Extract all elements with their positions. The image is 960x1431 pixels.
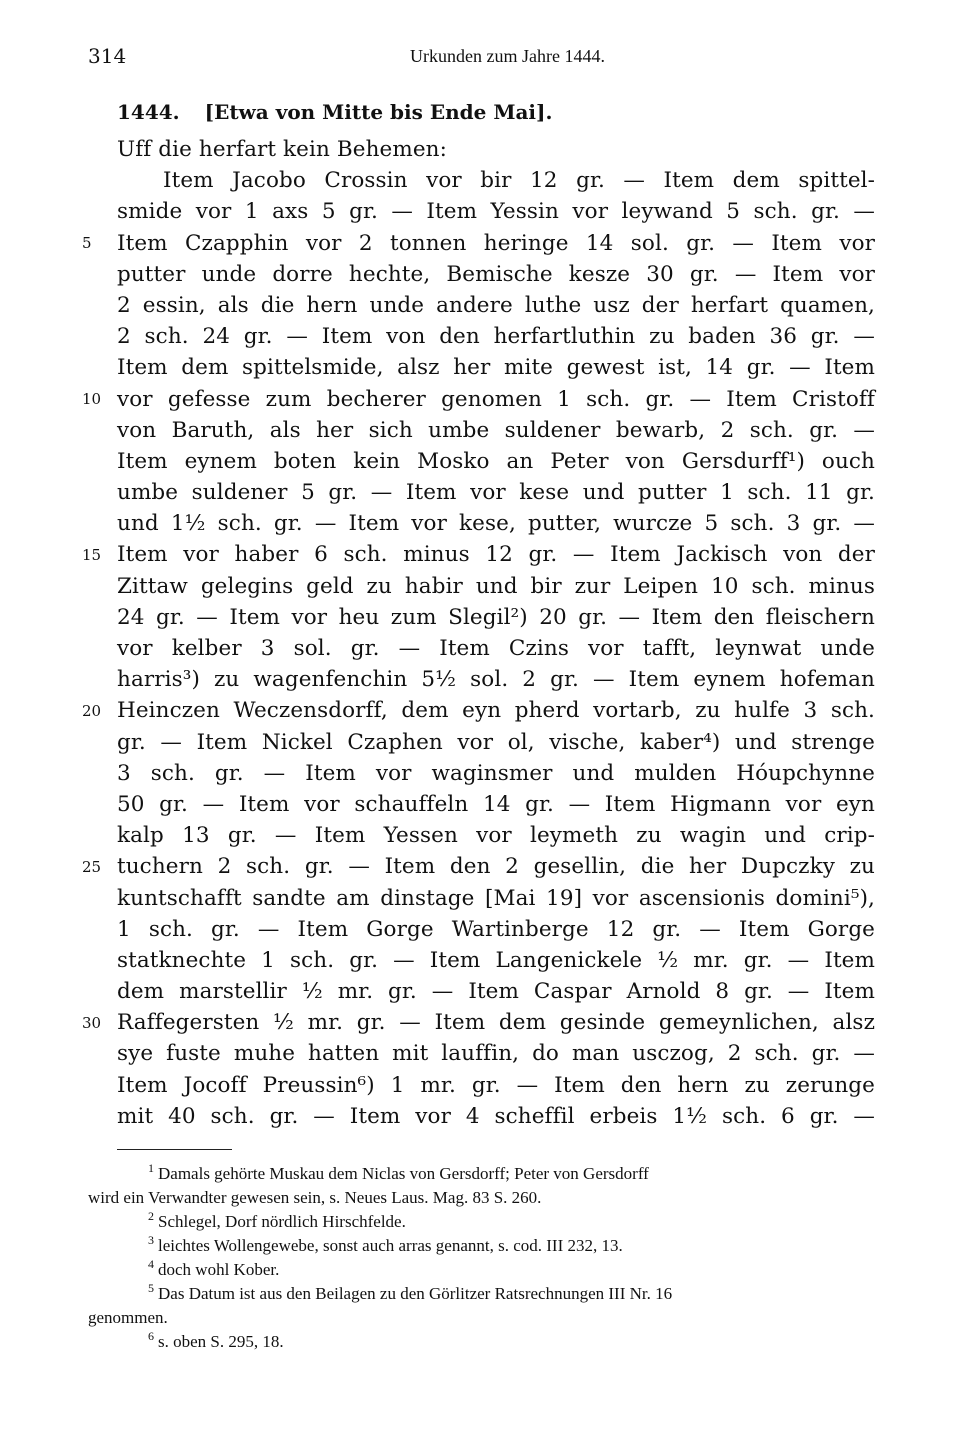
footnote-text: Damals gehörte Muskau dem Niclas von Gersdorff; Peter von Gersdorff	[158, 1164, 649, 1183]
text-line: Item dem spittelsmide, alsz her mite gewest ist, 14 gr. — Item	[117, 355, 875, 381]
entry-year: 1444.	[117, 100, 180, 124]
text-line: dem marstellir ½ mr. gr. — Item Caspar Arnold 8 gr. — Item	[117, 979, 875, 1005]
text-line: vor gefesse zum becherer genomen 1 sch. gr. — Item Cristoff	[117, 386, 875, 412]
footnote-marker: 6	[148, 1329, 154, 1344]
text-line: Item Jacobo Crossin vor bir 12 gr. — Item dem spittel-	[163, 168, 875, 194]
footnote	[88, 1234, 878, 1258]
text-line: Item Czapphin vor 2 tonnen heringe 14 sol. gr. — Item vor	[117, 230, 875, 256]
text-line: Zittaw gelegins geld zu habir und bir zur Leipen 10 sch. minus	[117, 573, 875, 599]
text-line: Item Jocoff Preussin⁶) 1 mr. gr. — Item den hern zu zerunge	[117, 1072, 875, 1098]
footnote-marker: 4	[148, 1257, 154, 1272]
text-line: Uff die herfart kein Behemen:	[117, 137, 447, 162]
footnote-text: Schlegel, Dorf nördlich Hirschfelde.	[158, 1212, 406, 1231]
footnote-text: s. oben S. 295, 18.	[158, 1332, 284, 1351]
footnote-continuation	[88, 1306, 878, 1330]
text-line: putter unde dorre hechte, Bemische kesze 30 gr. — Item vor	[117, 261, 875, 287]
text-line: Raffegersten ½ mr. gr. — Item dem gesinde gemeynlichen, alsz	[117, 1010, 875, 1036]
footnote-marker: 1	[148, 1161, 154, 1176]
text-line: Item vor haber 6 sch. minus 12 gr. — Item Jackisch von der	[117, 542, 875, 568]
text-line: Item eynem boten kein Mosko an Peter von Gersdurff¹) ouch	[117, 448, 875, 474]
text-line: gr. — Item Nickel Czaphen vor ol, vische, kaber⁴) und strenge	[117, 729, 875, 755]
text-line: von Baruth, als her sich umbe suldener bewarb, 2 sch. gr. —	[117, 417, 875, 443]
text-line: 2 sch. 24 gr. — Item von den herfartluthin zu baden 36 gr. —	[117, 324, 875, 350]
text-line: Heinczen Weczensdorff, dem eyn pherd vortarb, zu hulfe 3 sch.	[117, 698, 875, 724]
footnotes	[88, 1162, 878, 1354]
text-line: statknechte 1 sch. gr. — Item Langenickele ½ mr. gr. — Item	[117, 947, 875, 973]
text-line: harris³) zu wagenfenchin 5½ sol. 2 gr. — Item eynem hofeman	[117, 667, 875, 693]
line-number: 15	[82, 545, 102, 564]
text-line: 50 gr. — Item vor schauffeln 14 gr. — Item Higmann vor eyn	[117, 791, 875, 817]
page-number: 314	[88, 44, 127, 68]
line-number: 25	[82, 857, 102, 876]
text-line: 3 sch. gr. — Item vor waginsmer und mulden Hóupchynne	[117, 760, 875, 786]
line-number: 5	[82, 233, 92, 252]
line-number: 30	[82, 1013, 102, 1032]
text-line: 2 essin, als die hern unde andere luthe usz der herfart quamen,	[117, 292, 875, 318]
footnote	[88, 1162, 878, 1186]
text-line: 1 sch. gr. — Item Gorge Wartinberge 12 gr. — Item Gorge	[117, 916, 875, 942]
text-line: smide vor 1 axs 5 gr. — Item Yessin vor leywand 5 sch. gr. —	[117, 199, 875, 225]
footnote	[88, 1258, 878, 1282]
text-line: tuchern 2 sch. gr. — Item den 2 gesellin, die her Dupczky zu	[117, 854, 875, 880]
footnote-text: leichtes Wollengewebe, sonst auch arras genannt, s. cod. III 232, 13.	[158, 1236, 623, 1255]
footnote-divider	[117, 1149, 232, 1150]
text-line: kalp 13 gr. — Item Yessen vor leymeth zu wagin und crip-	[117, 823, 875, 849]
text-line: 24 gr. — Item vor heu zum Slegil²) 20 gr. — Item den fleischern	[117, 604, 875, 630]
running-head: Urkunden zum Jahre 1444.	[410, 46, 605, 66]
text-line: mit 40 sch. gr. — Item vor 4 scheffil erbeis 1½ sch. 6 gr. —	[117, 1103, 875, 1129]
footnote	[88, 1210, 878, 1234]
footnote-text: Das Datum ist aus den Beilagen zu den Görlitzer Ratsrechnungen III Nr. 16	[158, 1284, 673, 1303]
footnote-text: doch wohl Kober.	[158, 1260, 280, 1279]
footnote-text: genommen.	[88, 1308, 168, 1327]
text-line: umbe suldener 5 gr. — Item vor kese und putter 1 sch. 11 gr.	[117, 480, 875, 506]
footnote-marker: 2	[148, 1209, 154, 1224]
line-number: 10	[82, 389, 102, 408]
footnote	[88, 1330, 878, 1354]
document-body	[82, 134, 875, 1132]
footnote-continuation	[88, 1186, 878, 1210]
text-line: sye fuste muhe hatten mit lauffin, do man usczog, 2 sch. gr. —	[117, 1041, 875, 1067]
entry-date-note: [Etwa von Mitte bis Ende Mai].	[204, 100, 553, 124]
text-line: vor kelber 3 sol. gr. — Item Czins vor tafft, leynwat unde	[117, 636, 875, 661]
entry-heading	[117, 100, 552, 124]
line-number: 20	[82, 701, 102, 720]
footnote	[88, 1282, 878, 1306]
footnote-text: wird ein Verwandter gewesen sein, s. Neues Laus. Mag. 83 S. 260.	[88, 1188, 542, 1207]
footnote-marker: 5	[148, 1281, 154, 1296]
text-line: kuntschafft sandte am dinstage [Mai 19] vor ascensionis domini⁵),	[117, 885, 875, 911]
page-header	[88, 44, 878, 76]
text-line: und 1½ sch. gr. — Item vor kese, putter, wurcze 5 sch. 3 gr. —	[117, 511, 875, 537]
footnote-marker: 3	[148, 1233, 154, 1248]
